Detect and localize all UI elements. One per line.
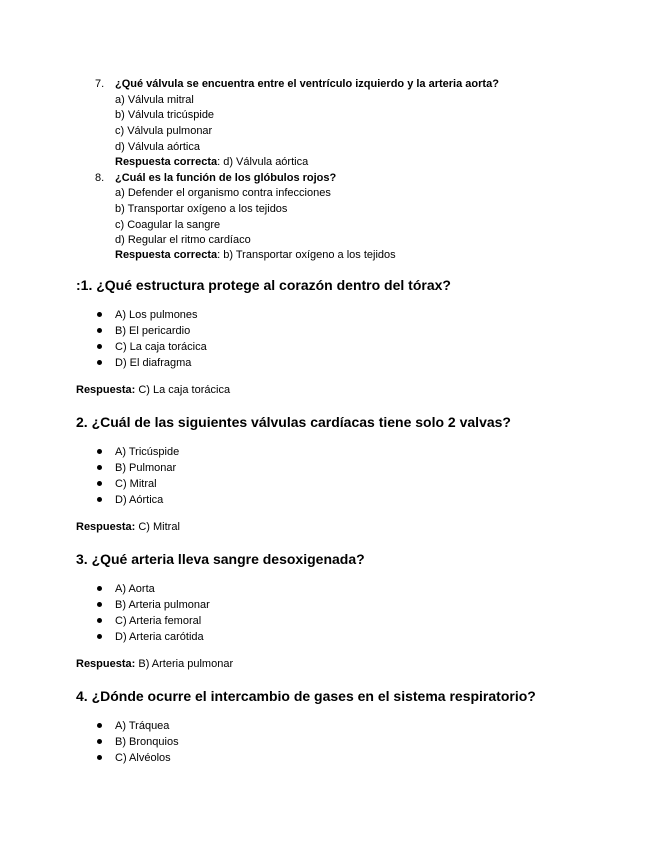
bullet-icon (97, 481, 102, 486)
bullet-icon (97, 634, 102, 639)
question-number: 8. (95, 172, 105, 184)
section-heading: 3. ¿Qué arteria lleva sangre desoxigenada? (76, 551, 365, 567)
list-item: B) El pericardio (115, 325, 191, 337)
answer-option: b) Válvula tricúspide (115, 109, 215, 121)
bullet-icon (97, 360, 102, 365)
bullet-icon (97, 465, 102, 470)
list-item: D) Arteria carótida (115, 631, 204, 643)
answer-option: c) Coagular la sangre (115, 219, 221, 231)
correct-answer-label: Respuesta correcta (115, 156, 218, 168)
list-item: C) Alvéolos (115, 752, 171, 764)
list-item: B) Pulmonar (115, 462, 177, 474)
answer-value: C) La caja torácica (135, 384, 231, 396)
list-item: B) Bronquios (115, 736, 179, 748)
bullet-icon (97, 344, 102, 349)
question-number: 7. (95, 78, 105, 90)
bullet-icon (97, 497, 102, 502)
answer-label: Respuesta: (76, 384, 136, 396)
correct-answer (115, 248, 396, 262)
list-item: D) Aórtica (115, 494, 164, 506)
answer-option: a) Válvula mitral (115, 94, 194, 106)
answer-option: b) Transportar oxígeno a los tejidos (115, 203, 288, 215)
section-heading: 4. ¿Dónde ocurre el intercambio de gases en el sistema respiratorio? (76, 688, 536, 704)
list-item: C) Mitral (115, 478, 157, 490)
answer-option: c) Válvula pulmonar (115, 125, 213, 137)
answer-value: C) Mitral (135, 521, 180, 533)
list-item: C) Arteria femoral (115, 615, 202, 627)
answer (76, 520, 180, 534)
answer-option: d) Regular el ritmo cardíaco (115, 234, 251, 246)
answer-label: Respuesta: (76, 521, 136, 533)
bullet-icon (97, 723, 102, 728)
answer-option: a) Defender el organismo contra infecciones (115, 187, 331, 199)
question-text: ¿Cuál es la función de los glóbulos rojos? (115, 172, 337, 184)
list-item: A) Tráquea (115, 720, 170, 732)
bullet-icon (97, 328, 102, 333)
list-item: A) Los pulmones (115, 309, 198, 321)
bullet-icon (97, 449, 102, 454)
list-item: A) Aorta (115, 583, 155, 595)
question-text: ¿Qué válvula se encuentra entre el ventrículo izquierdo y la arteria aorta? (115, 78, 499, 90)
list-item: C) La caja torácica (115, 341, 207, 353)
correct-answer-label: Respuesta correcta (115, 249, 218, 261)
answer-option: d) Válvula aórtica (115, 141, 200, 153)
bullet-icon (97, 739, 102, 744)
list-item: A) Tricúspide (115, 446, 180, 458)
answer (76, 383, 230, 397)
correct-answer (115, 155, 308, 169)
correct-answer-value: : d) Válvula aórtica (217, 156, 309, 168)
section-heading: :1. ¿Qué estructura protege al corazón dentro del tórax? (76, 277, 451, 293)
bullet-icon (97, 618, 102, 623)
answer (76, 657, 233, 671)
list-item: B) Arteria pulmonar (115, 599, 210, 611)
section-heading: 2. ¿Cuál de las siguientes válvulas cardíacas tiene solo 2 valvas? (76, 414, 511, 430)
answer-value: B) Arteria pulmonar (135, 658, 234, 670)
bullet-icon (97, 586, 102, 591)
bullet-icon (97, 312, 102, 317)
answer-label: Respuesta: (76, 658, 136, 670)
bullet-icon (97, 755, 102, 760)
correct-answer-value: : b) Transportar oxígeno a los tejidos (217, 249, 396, 261)
bullet-icon (97, 602, 102, 607)
list-item: D) El diafragma (115, 357, 192, 369)
